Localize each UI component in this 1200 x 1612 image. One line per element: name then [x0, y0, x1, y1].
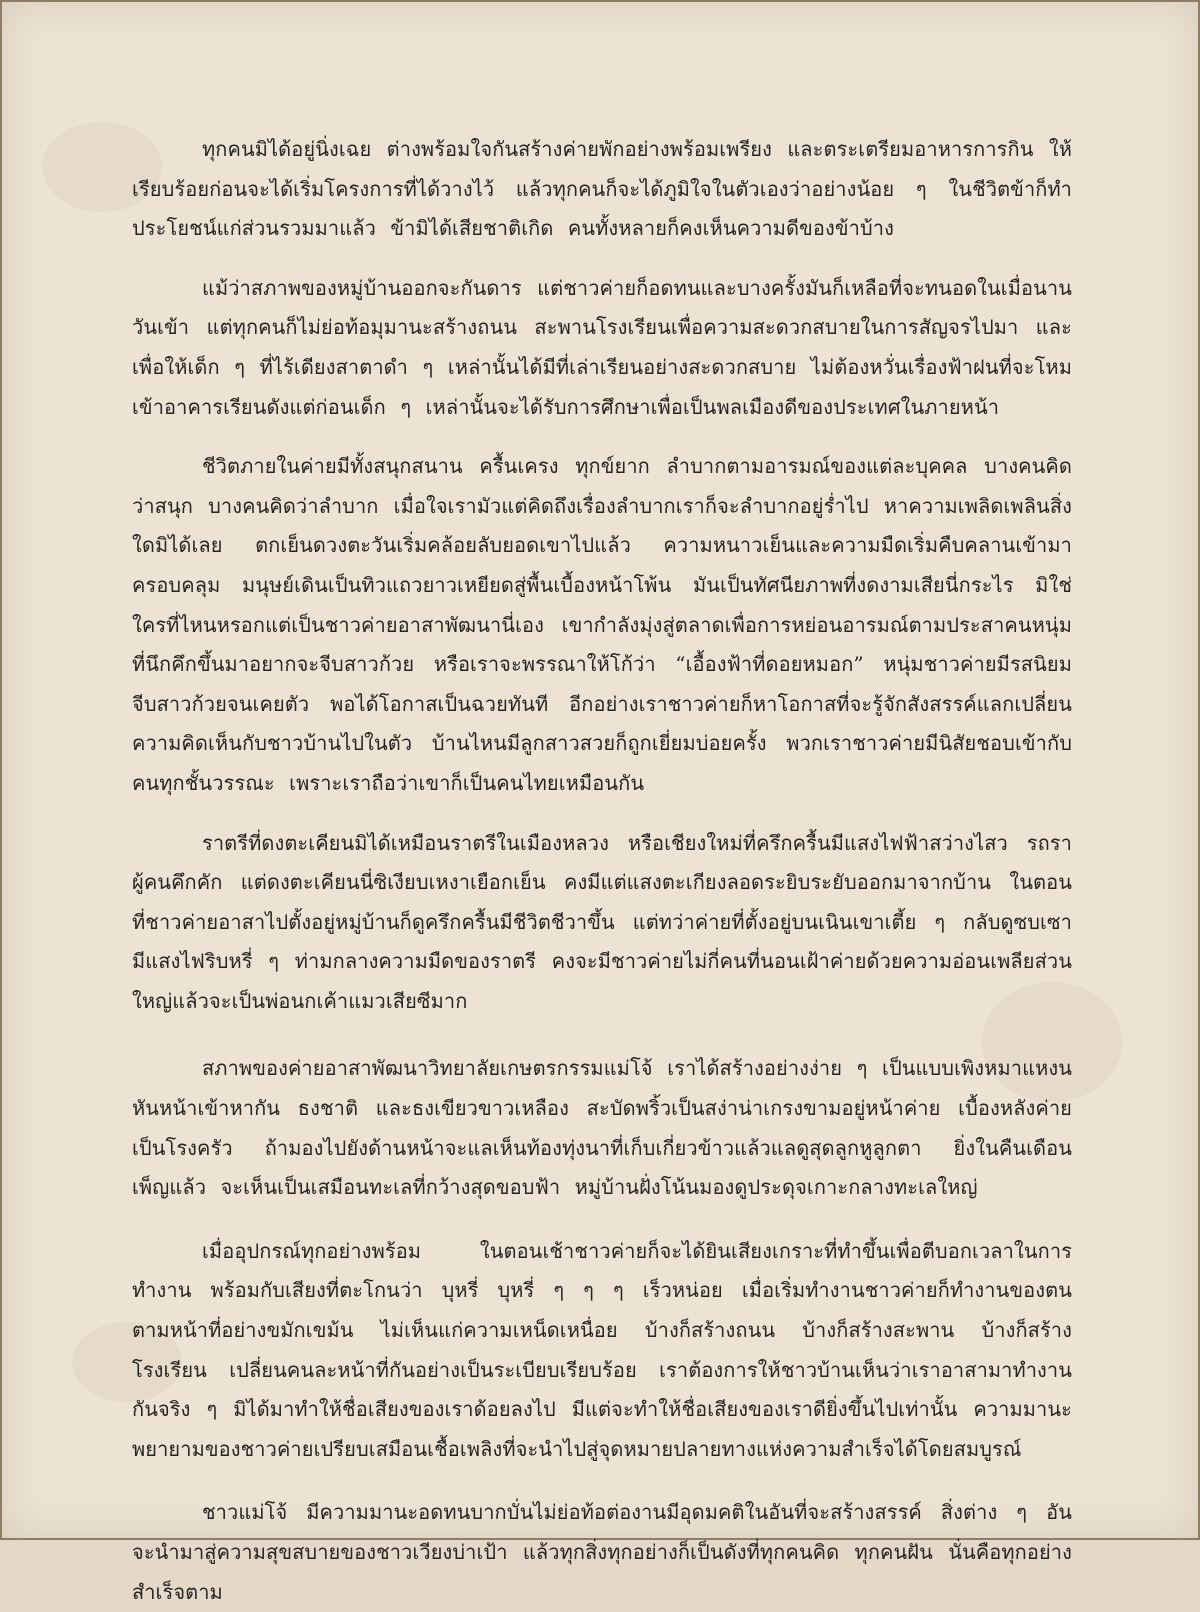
- paragraph-4: ราตรีที่ดงตะเคียนมิได้เหมือนราตรีในเมืองหลวง หรือเชียงใหม่ที่ครึกครื้นมีแสงไฟฟ้าสว่างไสว รถราผู้คนคึกคัก แต่ดงตะเคียนนี่ซิเงียบเหงาเยือกเย็น คงมีแต่แสงตะเกียงลอดระยิบระยับออกมาจากบ้าน ในตอนที่ชาวค่ายอาสาไปตั้งอยู่หมู่บ้านก็ดูครึกครื้นมีชีวิตชีวาขึ้น แต่ทว่าค่ายที่ตั้งอยู่บนเนินเขาเตี้ย ๆ กลับดูซบเซา มีแสงไฟริบหรี่ ๆ ท่ามกลางความมืดของราตรี คงจะมีชาวค่ายไม่กี่คนที่นอนเฝ้าค่ายด้วยความอ่อนเพลียส่วนใหญ่แล้วจะเป็นพ่อนกเค้าแมวเสียซีมาก: [132, 830, 1072, 1013]
- paragraph-6: เมื่ออุปกรณ์ทุกอย่างพร้อม ในตอนเช้าชาวค่ายก็จะได้ยินเสียงเกราะที่ทำขึ้นเพื่อตีบอกเวลาในการทำงาน พร้อมกับเสียงที่ตะโกนว่า บุหรี่ บุหรี่ ๆ ๆ ๆ เร็วหน่อย เมื่อเริ่มทำงานชาวค่ายก็ทำงานของตนตามหน้าที่อย่างขมักเขม้น ไม่เห็นแก่ความเหน็ดเหนื่อย บ้างก็สร้างถนน บ้างก็สร้างสะพาน บ้างก็สร้างโรงเรียน เปลี่ยนคนละหน้าที่กันอย่างเป็นระเบียบเรียบร้อย เราต้องการให้ชาวบ้านเห็นว่าเราอาสามาทำงานกันจริง ๆ มิได้มาทำให้ชื่อเสียงของเราด้อยลงไป มีแต่จะทำให้ชื่อเสียงของเราดียิ่งขึ้นไปเท่านั้น ความมานะพยายามของชาวค่ายเปรียบเสมือนเชื้อเพลิงที่จะนำไปสู่จุดหมายปลายทางแห่งความสำเร็จได้โดยสมบูรณ์: [132, 1238, 1072, 1461]
- paragraph-3: ชีวิตภายในค่ายมีทั้งสนุกสนาน ครื้นเครง ทุกข์ยาก ลำบากตามอารมณ์ของแต่ละบุคคล บางคนคิดว่าสนุก บางคนคิดว่าลำบาก เมื่อใจเรามัวแต่คิดถึงเรื่องลำบากเราก็จะลำบากอยู่ร่ำไป หาความเพลิดเพลินสิ่งใดมิได้เลย ตกเย็นดวงตะวันเริ่มคล้อยลับยอดเขาไปแล้ว ความหนาวเย็นและความมืดเริ่มคืบคลานเข้ามาครอบคลุม มนุษย์เดินเป็นทิวแถวยาวเหยียดสู่พื้นเบื้องหน้าโพ้น มันเป็นทัศนียภาพที่งดงามเสียนี่กระไร มิใช่ใครที่ไหนหรอกแต่เป็นชาวค่ายอาสาพัฒนานี่เอง เขากำลังมุ่งสู่ตลาดเพื่อการหย่อนอารมณ์ตามประสาคนหนุ่มที่นึกคึกขึ้นมาอยากจะจีบสาวก้วย หรือเราจะพรรณาให้โก้ว่า “เอื้องฟ้าที่ดอยหมอก” หนุ่มชาวค่ายมีรสนิยมจีบสาวก้วยจนเคยตัว พอได้โอกาสเป็นฉวยทันที อีกอย่างเราชาวค่ายก็หาโอกาสที่จะรู้จักสังสรรค์แลกเปลี่ยนความคิดเห็นกับชาวบ้านไปในตัว บ้านไหนมีลูกสาวสวยก็ถูกเยี่ยมบ่อยครั้ง พวกเราชาวค่ายมีนิสัยชอบเข้ากับคนทุกชั้นวรรณะ เพราะเราถือว่าเขาก็เป็นคนไทยเหมือนกัน: [132, 454, 1072, 795]
- paragraph-1: ทุกคนมิได้อยู่นิ่งเฉย ต่างพร้อมใจกันสร้างค่ายพักอย่างพร้อมเพรียง และตระเตรียมอาหารการกิน ให้เรียบร้อยก่อนจะได้เริ่มโครงการที่ได้วางไว้ แล้วทุกคนก็จะได้ภูมิใจในตัวเองว่าอย่างน้อย ๆ ในชีวิตข้าก็ทำประโยชน์แก่ส่วนรวมมาแล้ว ข้ามิได้เสียชาติเกิด คนทั้งหลายก็คงเห็นความดีของข้าบ้าง: [132, 137, 1072, 241]
- paragraph-5: สภาพของค่ายอาสาพัฒนาวิทยาลัยเกษตรกรรมแม่โจ้ เราได้สร้างอย่างง่าย ๆ เป็นแบบเพิงหมาแหงนหันหน้าเข้าหากัน ธงชาติ และธงเขียวขาวเหลือง สะบัดพริ้วเป็นสง่าน่าเกรงขามอยู่หน้าค่าย เบื้องหลังค่ายเป็นโรงครัว ถ้ามองไปยังด้านหน้าจะแลเห็นท้องทุ่งนาที่เก็บเกี่ยวข้าวแล้วแลดูสุดลูกหูลูกตา ยิ่งในคืนเดือนเพ็ญแล้ว จะเห็นเป็นเสมือนทะเลที่กว้างสุดขอบฟ้า หมู่บ้านฝั่งโน้นมองดูประดุจเกาะกลางทะเลใหญ่: [132, 1056, 1072, 1200]
- paragraph-7: ชาวแม่โจ้ มีความมานะอดทนบากบั่นไม่ย่อท้อต่องานมีอุดมคติในอันที่จะสร้างสรรค์ สิ่งต่าง ๆ อันจะนำมาสู่ความสุขสบายของชาวเวียงบ่าเป้า แล้วทุกสิ่งทุกอย่างก็เป็นดังที่ทุกคนคิด ทุกคนฝัน นั่นคือทุกอย่างสำเร็จตาม: [132, 1500, 1072, 1604]
- paragraph-2: แม้ว่าสภาพของหมู่บ้านออกจะกันดาร แต่ชาวค่ายก็อดทนและบางครั้งมันก็เหลือที่จะทนอดในเมื่อนานวันเข้า แต่ทุกคนก็ไม่ย่อท้อมุมานะสร้างถนน สะพานโรงเรียนเพื่อความสะดวกสบายในการสัญจรไปมา และเพื่อให้เด็ก ๆ ที่ไร้เดียงสาตาดำ ๆ เหล่านั้นได้มีที่เล่าเรียนอย่างสะดวกสบาย ไม่ต้องหวั่นเรื่องฟ้าฝนที่จะโหมเข้าอาคารเรียนดังแต่ก่อนเด็ก ๆ เหล่านั้นจะได้รับการศึกษาเพื่อเป็นพลเมืองดีของประเทศในภายหน้า: [132, 275, 1072, 419]
- page-body: [132, 130, 1072, 1612]
